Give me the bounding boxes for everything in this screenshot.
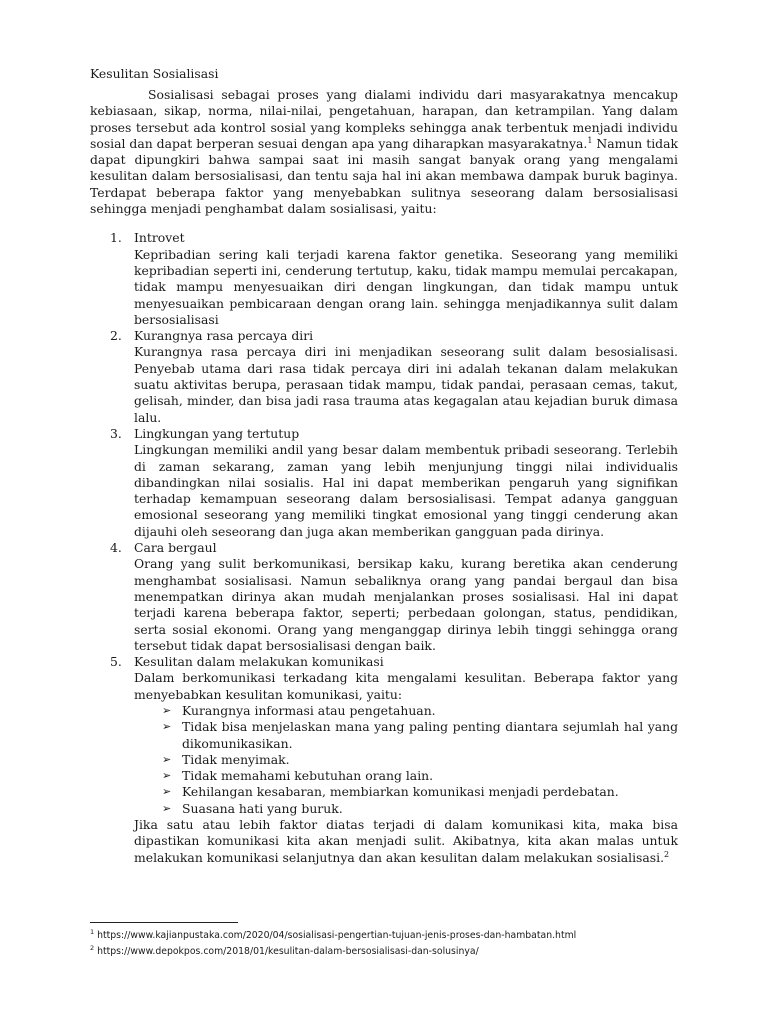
list-item: [90, 540, 678, 654]
bullet-text: Kehilangan kesabaran, membiarkan komunikasi menjadi perdebatan.: [182, 784, 619, 800]
footnote-ref-1[interactable]: 1: [587, 135, 593, 145]
outro-text: Jika satu atau lebih faktor diatas terjadi di dalam komunikasi kita, maka bisa dipastikan komunikasi kita akan menjadi sulit. Akibatnya, kita akan malas untuk melakukan komunikasi selanjutnya dan akan kesulitan dalam melakukan sosialisasi.: [134, 817, 678, 865]
intro-text-after: Namun tidak dapat dipungkiri bahwa sampai saat ini masih sangat banyak orang yang mengalami kesulitan dalam bersosialisasi, dan tentu saja hal ini akan membawa dampak buruk baginya. Terdapat beberapa faktor yang menyebabkan sulitnya seseorang dalam bersosialisasi sehingga menjadi penghambat dalam sosialisasi, yaitu:: [90, 135, 678, 217]
item-number: 5.: [110, 654, 122, 670]
bullet-text: Tidak memahami kebutuhan orang lain.: [182, 768, 434, 784]
arrow-bullet-icon: ➢: [162, 801, 172, 815]
arrow-bullet-icon: ➢: [162, 720, 172, 734]
item-heading: Introvet: [134, 230, 185, 246]
footnote-number: 2: [90, 944, 95, 953]
arrow-bullet-icon: ➢: [162, 703, 172, 717]
footnote-link[interactable]: https://www.depokpos.com/2018/01/kesulitan-dalam-bersosialisasi-dan-solusinya/: [94, 946, 479, 958]
bullet-item: [162, 703, 678, 719]
arrow-bullet-icon: ➢: [162, 769, 172, 783]
item-outro: [134, 817, 678, 866]
bullet-text: Kurangnya informasi atau pengetahuan.: [182, 702, 436, 718]
item-number: 2.: [110, 328, 122, 344]
item-number: 4.: [110, 540, 122, 556]
footnote-number: 1: [90, 928, 95, 936]
bullet-item: [162, 768, 678, 784]
item-heading: Lingkungan yang tertutup: [134, 425, 300, 441]
bullet-item: [162, 801, 678, 817]
item-body: Dalam berkomunikasi terkadang kita mengalami kesulitan. Beberapa faktor yang menyebabkan kesulitan komunikasi, yaitu:: [134, 670, 678, 702]
item-body: Lingkungan memiliki andil yang besar dalam membentuk pribadi seseorang. Terlebih di zaman sekarang, zaman yang lebih menjunjung tinggi nilai individualis dibandingkan nilai sosialis. Hal ini dapat memberikan pengaruh yang signifikan terhadap kemampuan seseorang dalam bersosialisasi. Tempat adanya gangguan emosional seseorang yang memiliki tingkat emosional yang tinggi cenderung akan dijauhi oleh seseorang dan juga akan memberikan gangguan pada dirinya.: [134, 442, 678, 539]
item-number: 3.: [110, 425, 122, 441]
arrow-bullet-icon: ➢: [162, 785, 172, 799]
intro-text: Sosialisasi sebagai proses yang dialami individu dari masyarakatnya mencakup kebiasaan, sikap, norma, nilai-nilai, pengetahuan, harapan, dan ketrampilan. Yang dalam proses tersebut ada kontrol sosial yang kompleks sehingga anak terbentuk menjadi individu sosial dan dapat berperan sesuai dengan apa yang diharapkan masyarakatnya.: [90, 87, 678, 151]
item-body: Orang yang sulit berkomunikasi, bersikap kaku, kurang beretika akan cenderung menghambat sosialisasi. Namun sebaliknya orang yang pandai bergaul dan bisa menempatkan dirinya akan mudah menjalankan proses sosialisasi. Hal ini dapat terjadi karena beberapa faktor, seperti; perbedaan golongan, status, pendidikan, serta sosial ekonomi. Orang yang menganggap dirinya lebih tinggi sehingga orang tersebut tidak dapat bersosialisasi dengan baik.: [134, 556, 678, 653]
bullet-text: Tidak menyimak.: [182, 751, 290, 767]
footnote: [90, 926, 690, 942]
item-body: Kurangnya rasa percaya diri ini menjadikan seseorang sulit dalam besosialisasi. Penyebab utama dari rasa tidak percaya diri ini adalah tekanan dalam melakukan suatu aktivitas berupa, perasaan tidak mampu, tidak pandai, perasaan cemas, takut, gelisah, minder, dan bisa jadi rasa trauma atas kegagalan atau kejadian buruk dimasa lalu.: [134, 344, 678, 425]
bullet-item: [162, 752, 678, 768]
list-item: [90, 426, 678, 540]
bullet-list: [134, 703, 678, 817]
footnotes: [90, 922, 690, 958]
list-item: [90, 230, 678, 328]
item-number: 1.: [110, 230, 122, 246]
bullet-text: Tidak bisa menjelaskan mana yang paling penting diantara sejumlah hal yang dikomunikasikan.: [182, 719, 678, 751]
footnote-separator: [90, 922, 238, 923]
factor-list: [90, 230, 678, 866]
arrow-bullet-icon: ➢: [162, 752, 172, 766]
footnote-link[interactable]: https://www.kajianpustaka.com/2020/04/sosialisasi-pengertian-tujuan-jenis-proses-dan-hambatan.html: [94, 930, 577, 942]
list-item: [90, 654, 678, 866]
footnote-ref-2[interactable]: 2: [664, 849, 670, 859]
item-heading: Cara bergaul: [134, 540, 217, 556]
footnote: [90, 942, 690, 958]
item-heading: Kurangnya rasa percaya diri: [134, 328, 314, 344]
item-heading: Kesulitan dalam melakukan komunikasi: [134, 654, 384, 670]
bullet-item: [162, 719, 678, 752]
intro-paragraph: [90, 87, 678, 217]
bullet-text: Suasana hati yang buruk.: [182, 800, 343, 816]
item-body: Kepribadian sering kali terjadi karena faktor genetika. Seseorang yang memiliki kepribadian seperti ini, cenderung tertutup, kaku, tidak mampu memulai percakapan, tidak mampu menyesuaikan diri dengan lingkungan, dan tidak mampu untuk menyesuaikan pembicaraan dengan orang lain. sehingga menjadikannya sulit dalam bersosialisasi: [134, 246, 678, 327]
bullet-item: [162, 784, 678, 800]
list-item: [90, 328, 678, 426]
document-title: Kesulitan Sosialisasi: [90, 66, 219, 81]
